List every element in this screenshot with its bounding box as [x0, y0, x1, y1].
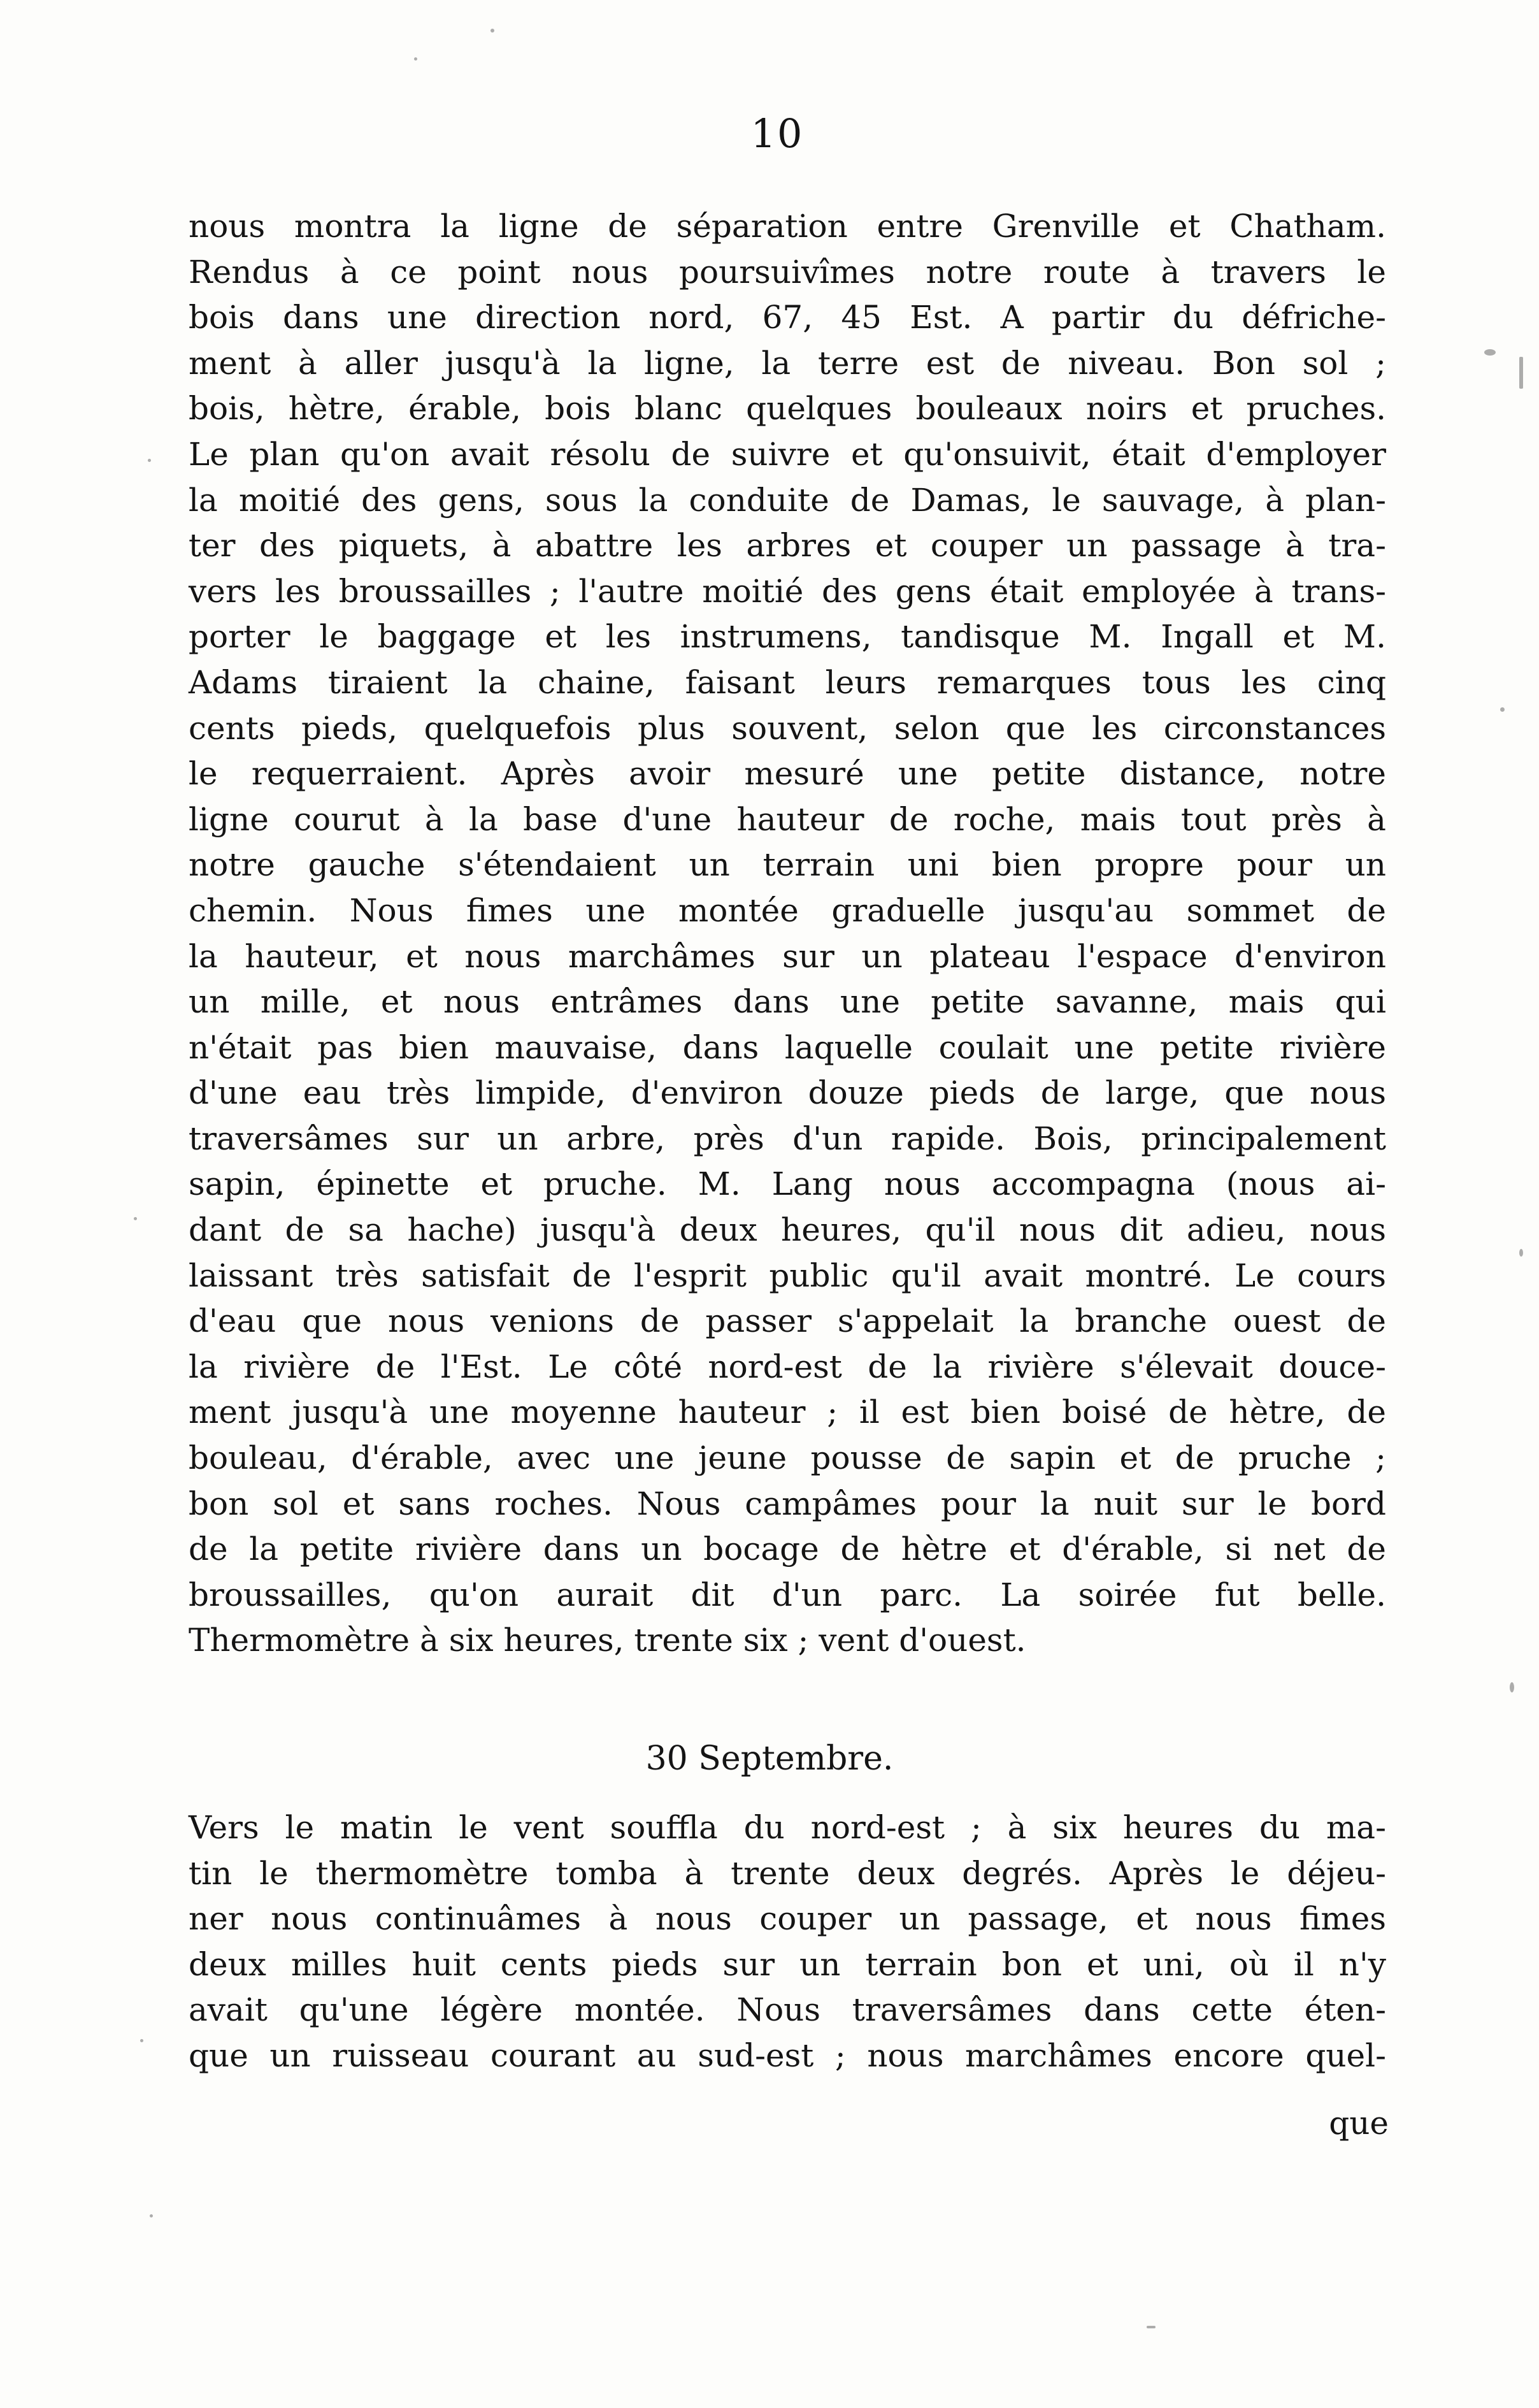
catchword: que: [1329, 2105, 1389, 2142]
text-line: ligne courut à la base d'une hauteur de roche, mais tout près à: [189, 800, 1386, 838]
text-line: Le plan qu'on avait résolu de suivre et qu'onsuivit, était d'employer: [189, 435, 1386, 473]
page-number: 10: [750, 110, 804, 157]
text-line: de la petite rivière dans un bocage de hètre et d'érable, si net de: [189, 1531, 1386, 1568]
print-speck: [414, 57, 417, 61]
print-speck: [1519, 1249, 1523, 1257]
text-line: que un ruisseau courant au sud-est ; nous marchâmes encore quel-: [189, 2037, 1386, 2074]
print-speck: [140, 2039, 143, 2042]
text-line: Rendus à ce point nous poursuivîmes notre route à travers le: [189, 253, 1386, 291]
text-line: ter des piquets, à abattre les arbres et couper un passage à tra-: [189, 527, 1386, 565]
text-line: d'une eau très limpide, d'environ douze pieds de large, que nous: [189, 1074, 1386, 1112]
print-speck: [134, 1217, 137, 1220]
print-speck: [1510, 1682, 1514, 1692]
text-line: vers les broussailles ; l'autre moitié des gens était employée à trans-: [189, 572, 1386, 610]
print-speck: [1484, 349, 1496, 356]
text-line: sapin, épinette et pruche. M. Lang nous accompagna (nous ai-: [189, 1165, 1386, 1203]
text-line: la moitié des gens, sous la conduite de Damas, le sauvage, à plan-: [189, 481, 1386, 519]
print-speck: [1147, 2326, 1156, 2328]
paragraph-september-29: [189, 204, 1386, 1664]
text-line: dant de sa hache) jusqu'à deux heures, qu'il nous dit adieu, nous: [189, 1211, 1386, 1249]
print-speck: [1500, 707, 1505, 712]
text-line: nous montra la ligne de séparation entre Grenville et Chatham.: [189, 208, 1386, 245]
print-speck: [490, 29, 494, 32]
paragraph-september-30: [189, 1805, 1386, 2079]
text-line: d'eau que nous venions de passer s'appelait la branche ouest de: [189, 1302, 1386, 1340]
text-line: n'était pas bien mauvaise, dans laquelle coulait une petite rivière: [189, 1028, 1386, 1066]
text-line: Thermomètre à six heures, trente six ; vent d'ouest.: [189, 1622, 1026, 1659]
text-line: Adams tiraient la chaine, faisant leurs remarques tous les cinq: [189, 663, 1386, 701]
text-line: deux milles huit cents pieds sur un terrain bon et uni, où il n'y: [189, 1945, 1386, 1983]
print-speck: [148, 459, 151, 462]
section-heading: 30 Septembre.: [645, 1740, 894, 1778]
text-line: ner nous continuâmes à nous couper un passage, et nous fimes: [189, 1900, 1386, 1938]
text-line: ment jusqu'à une moyenne hauteur ; il est bien boisé de hètre, de: [189, 1394, 1386, 1431]
text-line: tin le thermomètre tomba à trente deux degrés. Après le déjeu-: [189, 1854, 1386, 1892]
text-line: bois dans une direction nord, 67, 45 Est. A partir du défriche-: [189, 299, 1386, 336]
text-line: bois, hètre, érable, bois blanc quelques bouleaux noirs et pruches.: [189, 390, 1386, 428]
text-line: porter le baggage et les instrumens, tandisque M. Ingall et M.: [189, 618, 1386, 656]
text-line: la hauteur, et nous marchâmes sur un plateau l'espace d'environ: [189, 937, 1386, 975]
print-speck: [1519, 357, 1523, 389]
text-line: laissant très satisfait de l'esprit public qu'il avait montré. Le cours: [189, 1257, 1386, 1294]
text-line: notre gauche s'étendaient un terrain uni bien propre pour un: [189, 846, 1386, 884]
text-line: ment à aller jusqu'à la ligne, la terre est de niveau. Bon sol ;: [189, 344, 1386, 382]
text-line: broussailles, qu'on aurait dit d'un parc. La soirée fut belle.: [189, 1576, 1386, 1613]
text-line: bon sol et sans roches. Nous campâmes pour la nuit sur le bord: [189, 1485, 1386, 1522]
text-line: chemin. Nous fimes une montée graduelle jusqu'au sommet de: [189, 891, 1386, 929]
text-line: la rivière de l'Est. Le côté nord-est de la rivière s'élevait douce-: [189, 1348, 1386, 1385]
text-line: traversâmes sur un arbre, près d'un rapide. Bois, principalement: [189, 1120, 1386, 1157]
print-speck: [150, 2214, 153, 2217]
text-line: avait qu'une légère montée. Nous traversâmes dans cette éten-: [189, 1991, 1386, 2029]
text-line: bouleau, d'érable, avec une jeune pousse de sapin et de pruche ;: [189, 1439, 1386, 1477]
text-line: un mille, et nous entrâmes dans une petite savanne, mais qui: [189, 983, 1386, 1021]
text-line: Vers le matin le vent souffla du nord-est ; à six heures du ma-: [189, 1809, 1386, 1846]
text-line: le requerraient. Après avoir mesuré une petite distance, notre: [189, 755, 1386, 793]
text-line: cents pieds, quelquefois plus souvent, selon que les circonstances: [189, 709, 1386, 747]
